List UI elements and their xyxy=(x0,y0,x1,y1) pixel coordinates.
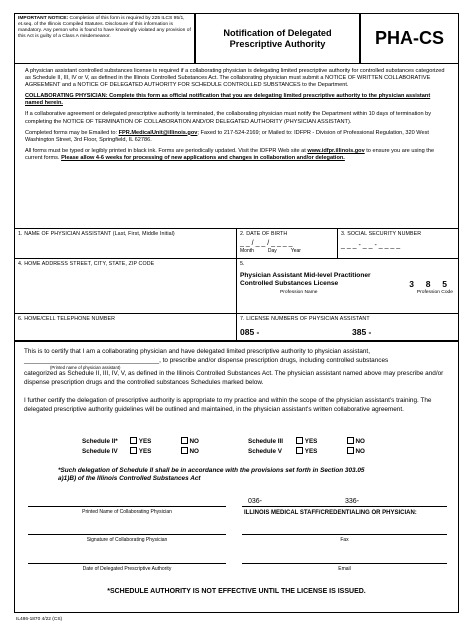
email-link[interactable]: FPR.MedicalUnit@illinois.gov xyxy=(118,129,198,136)
schedule-v-row xyxy=(248,447,388,455)
form-id: IL486-1870 4/22 (CS) xyxy=(16,617,63,622)
instructions-p4 xyxy=(25,130,448,144)
schedule-authority-notice: *SCHEDULE AUTHORITY IS NOT EFFECTIVE UNTIL THE LICENSE IS ISSUED. xyxy=(107,588,366,595)
schedule-ii-no-label: NO xyxy=(189,438,199,445)
printed-name-caption: Printed Name of Collaborating Physician xyxy=(82,509,172,515)
schedule-v-label: Schedule V xyxy=(248,448,282,455)
phone-label: 6. HOME/CELL TELEPHONE NUMBER xyxy=(18,316,116,322)
instructions-p4-b: ; Faxed to 217-524-2169; or Mailed to: IDFPR - Division of Professional Regulation, 320 West Washington Street, 3rd Floor, Springfield, IL 62786. xyxy=(25,129,429,143)
instructions-section xyxy=(14,64,459,229)
instructions-p3: If a collaborative agreement or delegated prescriptive authority is terminated, the collaborating physician must notify the Department within 10 days of termination by completing the NOTICE OF TERMINATION OF COLLABORATION AND/OR DELEGATED AUTHORITY (PHYSICIAN ASSISTANT). xyxy=(25,111,432,125)
license-numbers-field[interactable] xyxy=(236,313,459,341)
dob-day-caption: Day xyxy=(267,248,277,254)
instructions-p1: A physician assistant controlled substances license is required if a collaborating physician is delegating limited prescriptive authority for controlled substances categorized as Schedule II, III, IV or V, as defined in the Illinois Controlled Substances Act. The collaborating physician must submit a NOTICE OF WRITTEN COLLABORATIVE AGREEMENT and a NOTICE OF DELEGATED AUTHORITY FOR SCHEDULE CONTROLLED SUBSTANCES to the Department. xyxy=(25,68,445,89)
schedule-iii-yes-checkbox[interactable] xyxy=(296,437,303,444)
signature-line[interactable] xyxy=(28,534,226,535)
license-prefix-085: 085 - xyxy=(240,327,260,337)
date-caption: Date of Delegated Prescriptive Authority xyxy=(82,566,172,572)
dob-month-caption: Month xyxy=(240,248,254,254)
pa-name-field[interactable] xyxy=(14,228,237,259)
schedule-iv-row xyxy=(82,447,212,455)
profession-code-value: 3 8 5 xyxy=(409,278,447,289)
schedule-v-no-label: NO xyxy=(355,448,365,455)
schedule-iii-no-checkbox[interactable] xyxy=(347,437,354,444)
instructions-p5 xyxy=(25,148,448,162)
form-title-line2: Prescriptive Authority xyxy=(229,38,326,49)
schedule-iii-label: Schedule III xyxy=(248,438,283,445)
schedule-iv-no-label: NO xyxy=(189,448,199,455)
staff-credentialing-label: ILLINOIS MEDICAL STAFF/CREDENTIALING OR PHYSICIAN: xyxy=(244,510,417,516)
profession-number: 5. xyxy=(240,261,245,267)
schedule-ii-note: *Such delegation of Schedule II shall be in accordance with the provisions set forth in Section 303.05 a)1)B) of the Illinois Controlled Substances Act xyxy=(58,467,365,483)
website-link[interactable]: www.idfpr.illinois.gov xyxy=(307,147,365,154)
printed-name-line[interactable] xyxy=(28,506,226,507)
form-title xyxy=(195,13,360,64)
schedule-iii-no-label: NO xyxy=(355,438,365,445)
profession-field xyxy=(236,258,459,314)
form-title-line1: Notification of Delegated xyxy=(223,27,332,38)
fax-line[interactable] xyxy=(242,534,447,535)
pa-printed-name-caption: (Printed name of physician assistant) xyxy=(50,365,121,370)
license-prefix-336: 336- xyxy=(345,498,360,505)
dob-year-caption: Year xyxy=(290,248,301,254)
schedule-ii-row xyxy=(82,437,212,445)
instructions-p5-b: to ensure you are using the current forms. xyxy=(25,147,435,161)
certification-p1 xyxy=(24,348,454,365)
schedule-iii-yes-label: YES xyxy=(304,438,318,445)
instructions-p2: COLLABORATING PHYSICIAN: Complete this form as official notification that you are delegating limited prescriptive authority to the physician assistant named herein. xyxy=(25,93,431,107)
schedule-v-yes-label: YES xyxy=(304,448,318,455)
profession-code-caption: Profession Code xyxy=(416,289,453,295)
schedule-iv-yes-checkbox[interactable] xyxy=(130,447,137,454)
dob-label: 2. DATE OF BIRTH xyxy=(240,231,288,237)
pa-name-label: 1. NAME OF PHYSICIAN ASSISTANT (Last, First, Middle Initial) xyxy=(18,231,175,237)
email-line[interactable] xyxy=(242,563,447,564)
license-prefix-036: 036- xyxy=(248,498,263,505)
home-address-field[interactable] xyxy=(14,258,237,314)
dob-field[interactable] xyxy=(236,228,338,259)
license-numbers-label: 7. LICENSE NUMBERS OF PHYSICIAN ASSISTANT xyxy=(240,316,370,322)
instructions-p4-a: Completed forms may be Emailed to: xyxy=(25,129,119,136)
dob-blanks: _ _ / _ _ / _ _ _ _ xyxy=(240,240,293,247)
ssn-label: 3. SOCIAL SECURITY NUMBER xyxy=(341,231,422,237)
ssn-blanks: _ _ _ - _ _ - _ _ _ _ xyxy=(341,242,401,249)
signature-caption: Signature of Collaborating Physician xyxy=(86,537,168,543)
profession-name-caption: Profession Name xyxy=(280,289,318,295)
fax-caption: Fax xyxy=(340,537,349,543)
pa-printed-name-blank[interactable]: ______________________________________ xyxy=(24,356,160,364)
email-caption: Email xyxy=(338,566,351,572)
processing-notice: Please allow 4-6 weeks for processing of new applications and changes in collaboration and/or delegation. xyxy=(61,154,345,161)
profession-title: Physician Assistant Mid-level Practitioner Controlled Substances License xyxy=(240,272,371,288)
certification-p1-b: , to prescribe and/or dispense prescription drugs, including controlled substances xyxy=(159,356,389,364)
schedule-iv-yes-label: YES xyxy=(138,448,152,455)
instructions-p5-a: All forms must be typed or legibly printed in black ink. Forms are periodically updated. Visit the IDFPR Web site at xyxy=(25,147,308,154)
schedule-ii-yes-checkbox[interactable] xyxy=(130,437,137,444)
certification-p1-c: categorized as Schedule II, III, IV, V, as defined in the Illinois Controlled Substances Act. The physician assistant named above may prescribe and/or dispense prescription drugs and the controlled substances Schedules marked below. xyxy=(24,370,444,386)
schedule-ii-yes-label: YES xyxy=(138,438,152,445)
schedule-iii-row xyxy=(248,437,388,445)
date-line[interactable] xyxy=(28,563,226,564)
license-prefix-385: 385 - xyxy=(352,327,372,337)
important-notice xyxy=(14,13,195,64)
ssn-field[interactable] xyxy=(337,228,459,259)
home-address-label: 4. HOME ADDRESS STREET, CITY, STATE, ZIP CODE xyxy=(18,261,155,267)
schedule-v-no-checkbox[interactable] xyxy=(347,447,354,454)
schedule-ii-label: Schedule II* xyxy=(82,438,118,445)
schedule-iv-no-checkbox[interactable] xyxy=(181,447,188,454)
phone-field[interactable] xyxy=(14,313,237,341)
form-code: PHA-CS xyxy=(360,13,459,64)
notice-text: Completion of this form is required by 225 ILCS 95/1, et.seq. of the Illinois Compiled Statutes. Disclosure of this information is mandatory. Any person who is found to have knowingly violated any provision of this Act is guilty of a Class A misdemeanor. xyxy=(18,16,191,39)
schedule-iv-label: Schedule IV xyxy=(82,448,118,455)
certification-p2: I further certify the delegation of prescriptive authority is appropriate to my practice and within the scope of the physician assistant's training. The delegated prescriptive authority guidelines will be outlined and maintained, in the physician assistant's written collaborative agreement. xyxy=(24,397,432,413)
schedule-v-yes-checkbox[interactable] xyxy=(296,447,303,454)
notice-label: IMPORTANT NOTICE: xyxy=(18,16,69,21)
staff-license-line[interactable] xyxy=(242,506,447,507)
certification-p1-a: This is to certify that I am a collaborating physician and have delegated limited prescriptive authority to physician assistant, xyxy=(24,348,370,355)
schedule-ii-no-checkbox[interactable] xyxy=(181,437,188,444)
